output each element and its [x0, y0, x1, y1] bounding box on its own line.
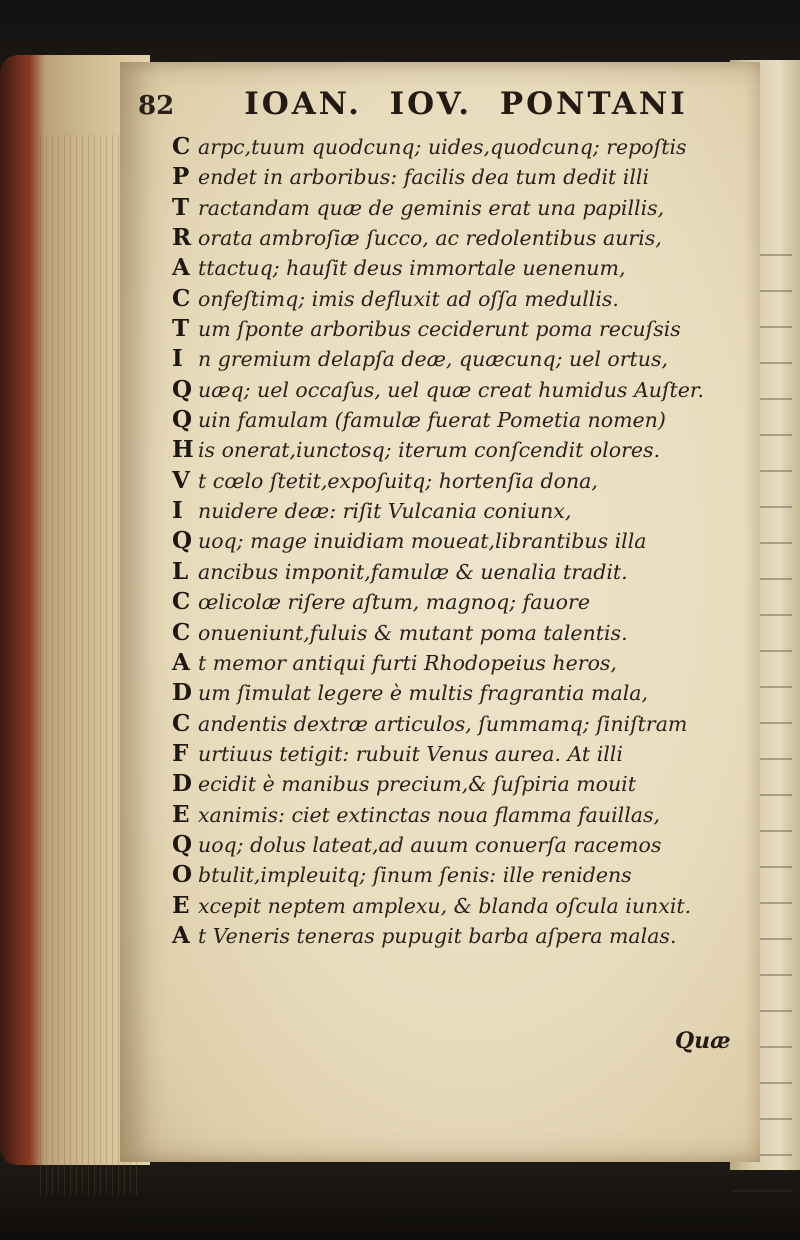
verse-line — [172, 344, 752, 374]
line-text: arpc,tuum quodcunq; uides,quodcunq; repoſtis — [198, 135, 687, 159]
verse-line — [172, 557, 752, 587]
verse-line — [172, 193, 752, 223]
line-text: uin famulam (famulæ fuerat Pometia nomen) — [198, 408, 666, 433]
line-text: uoq; mage inuidiam moueat,librantibus illa — [198, 529, 647, 554]
line-text: onueniunt,fuluis & mutant poma talentis. — [198, 620, 628, 645]
line-text: xcepit neptem amplexu, & blanda oſcula iunxit. — [198, 893, 692, 918]
line-initial: O — [172, 861, 193, 889]
line-initial: R — [172, 224, 192, 252]
verse-line — [172, 375, 752, 405]
line-initial: T — [172, 193, 190, 221]
line-initial: C — [172, 588, 191, 616]
line-initial: E — [172, 891, 190, 919]
verse-line — [172, 891, 752, 921]
line-initial: C — [172, 284, 191, 312]
line-text: urtiuus tetigit: rubuit Venus aurea. At illi — [198, 741, 623, 766]
line-initial: D — [172, 679, 192, 707]
line-text: endet in arboribus: facilis dea tum dedit illi — [198, 165, 650, 190]
line-text: btulit,impleuitq; ſinum ſenis: ille renidens — [198, 863, 632, 888]
verse-line — [172, 618, 752, 648]
verse-line — [172, 921, 752, 951]
line-initial: F — [172, 739, 189, 767]
page-number: 82 — [138, 91, 175, 121]
page-header — [138, 86, 688, 122]
running-title: IOAN. IOV. PONTANI — [244, 86, 688, 122]
line-text: t Veneris teneras pupugit barba aſpera malas. — [198, 923, 677, 948]
verse-line — [172, 860, 752, 890]
line-text: ancibus imponit,famulæ & uenalia tradit. — [198, 559, 628, 584]
verse-line — [172, 830, 752, 860]
line-initial: I — [172, 497, 183, 525]
line-text: ecidit è manibus precium,& ſuſpiria mouit — [198, 772, 636, 797]
verse-line — [172, 466, 752, 496]
line-initial: P — [172, 163, 190, 191]
line-initial: A — [172, 921, 190, 949]
line-text: uæq; uel occaſus, uel quæ creat humidus Auſter. — [198, 377, 704, 402]
line-initial: D — [172, 770, 192, 798]
line-text: œlicolæ riſere aſtum, magnoq; fauore — [198, 590, 590, 615]
line-text: andentis dextræ articulos, ſummamq; ſiniſtram — [198, 711, 688, 736]
verse-line — [172, 314, 752, 344]
line-initial: L — [172, 557, 189, 585]
verse-line — [172, 284, 752, 314]
verse-line — [172, 405, 752, 435]
line-text: uoq; dolus lateat,ad auum conuerſa racemos — [198, 832, 662, 857]
line-initial: A — [172, 254, 190, 282]
line-text: is onerat,iunctosq; iterum conſcendit olores. — [198, 438, 661, 463]
line-initial: C — [172, 709, 191, 737]
line-initial: I — [172, 345, 183, 373]
line-initial: V — [172, 466, 190, 494]
line-initial: Q — [172, 375, 193, 403]
verse-line — [172, 648, 752, 678]
line-text: ractandam quæ de geminis erat una papillis, — [198, 195, 665, 220]
line-text: nuidere deæ: riſit Vulcania coniunx, — [198, 499, 572, 524]
line-text: xanimis: ciet extinctas noua flamma fauillas, — [198, 802, 661, 827]
line-text: t memor antiqui furti Rhodopeius heros, — [198, 650, 617, 675]
verse-line — [172, 678, 752, 708]
line-initial: A — [172, 648, 190, 676]
line-text: um ſponte arboribus ceciderunt poma recuſsis — [198, 317, 681, 342]
verse-line — [172, 587, 752, 617]
line-initial: Q — [172, 527, 193, 555]
line-text: ttactuq; hauſit deus immortale uenenum, — [198, 256, 626, 281]
verse-line — [172, 800, 752, 830]
line-initial: C — [172, 133, 191, 160]
line-initial: T — [172, 315, 190, 343]
catchword: Quæ — [675, 1028, 731, 1054]
verse-block — [172, 132, 752, 951]
verse-line — [172, 132, 752, 162]
verse-line — [172, 496, 752, 526]
line-text: onfeſtimq; imis defluxit ad oſſa medullis. — [198, 286, 619, 311]
line-text: t cœlo ſtetit,expoſuitq; hortenſia dona, — [198, 468, 598, 493]
verse-line — [172, 435, 752, 465]
verse-line — [172, 769, 752, 799]
line-initial: C — [172, 618, 191, 646]
line-initial: Q — [172, 406, 193, 434]
line-text: n gremium delapſa deæ, quæcunq; uel ortus, — [198, 347, 669, 372]
line-text: orata ambroſiæ ſucco, ac redolentibus auris, — [198, 226, 662, 251]
verse-line — [172, 223, 752, 253]
verse-line — [172, 253, 752, 283]
verse-line — [172, 709, 752, 739]
verse-line — [172, 739, 752, 769]
verse-line — [172, 526, 752, 556]
line-initial: E — [172, 800, 190, 828]
line-initial: Q — [172, 830, 193, 858]
line-text: um ſimulat legere è multis fragrantia mala, — [198, 681, 648, 706]
verse-line — [172, 162, 752, 192]
line-initial: H — [172, 436, 194, 464]
